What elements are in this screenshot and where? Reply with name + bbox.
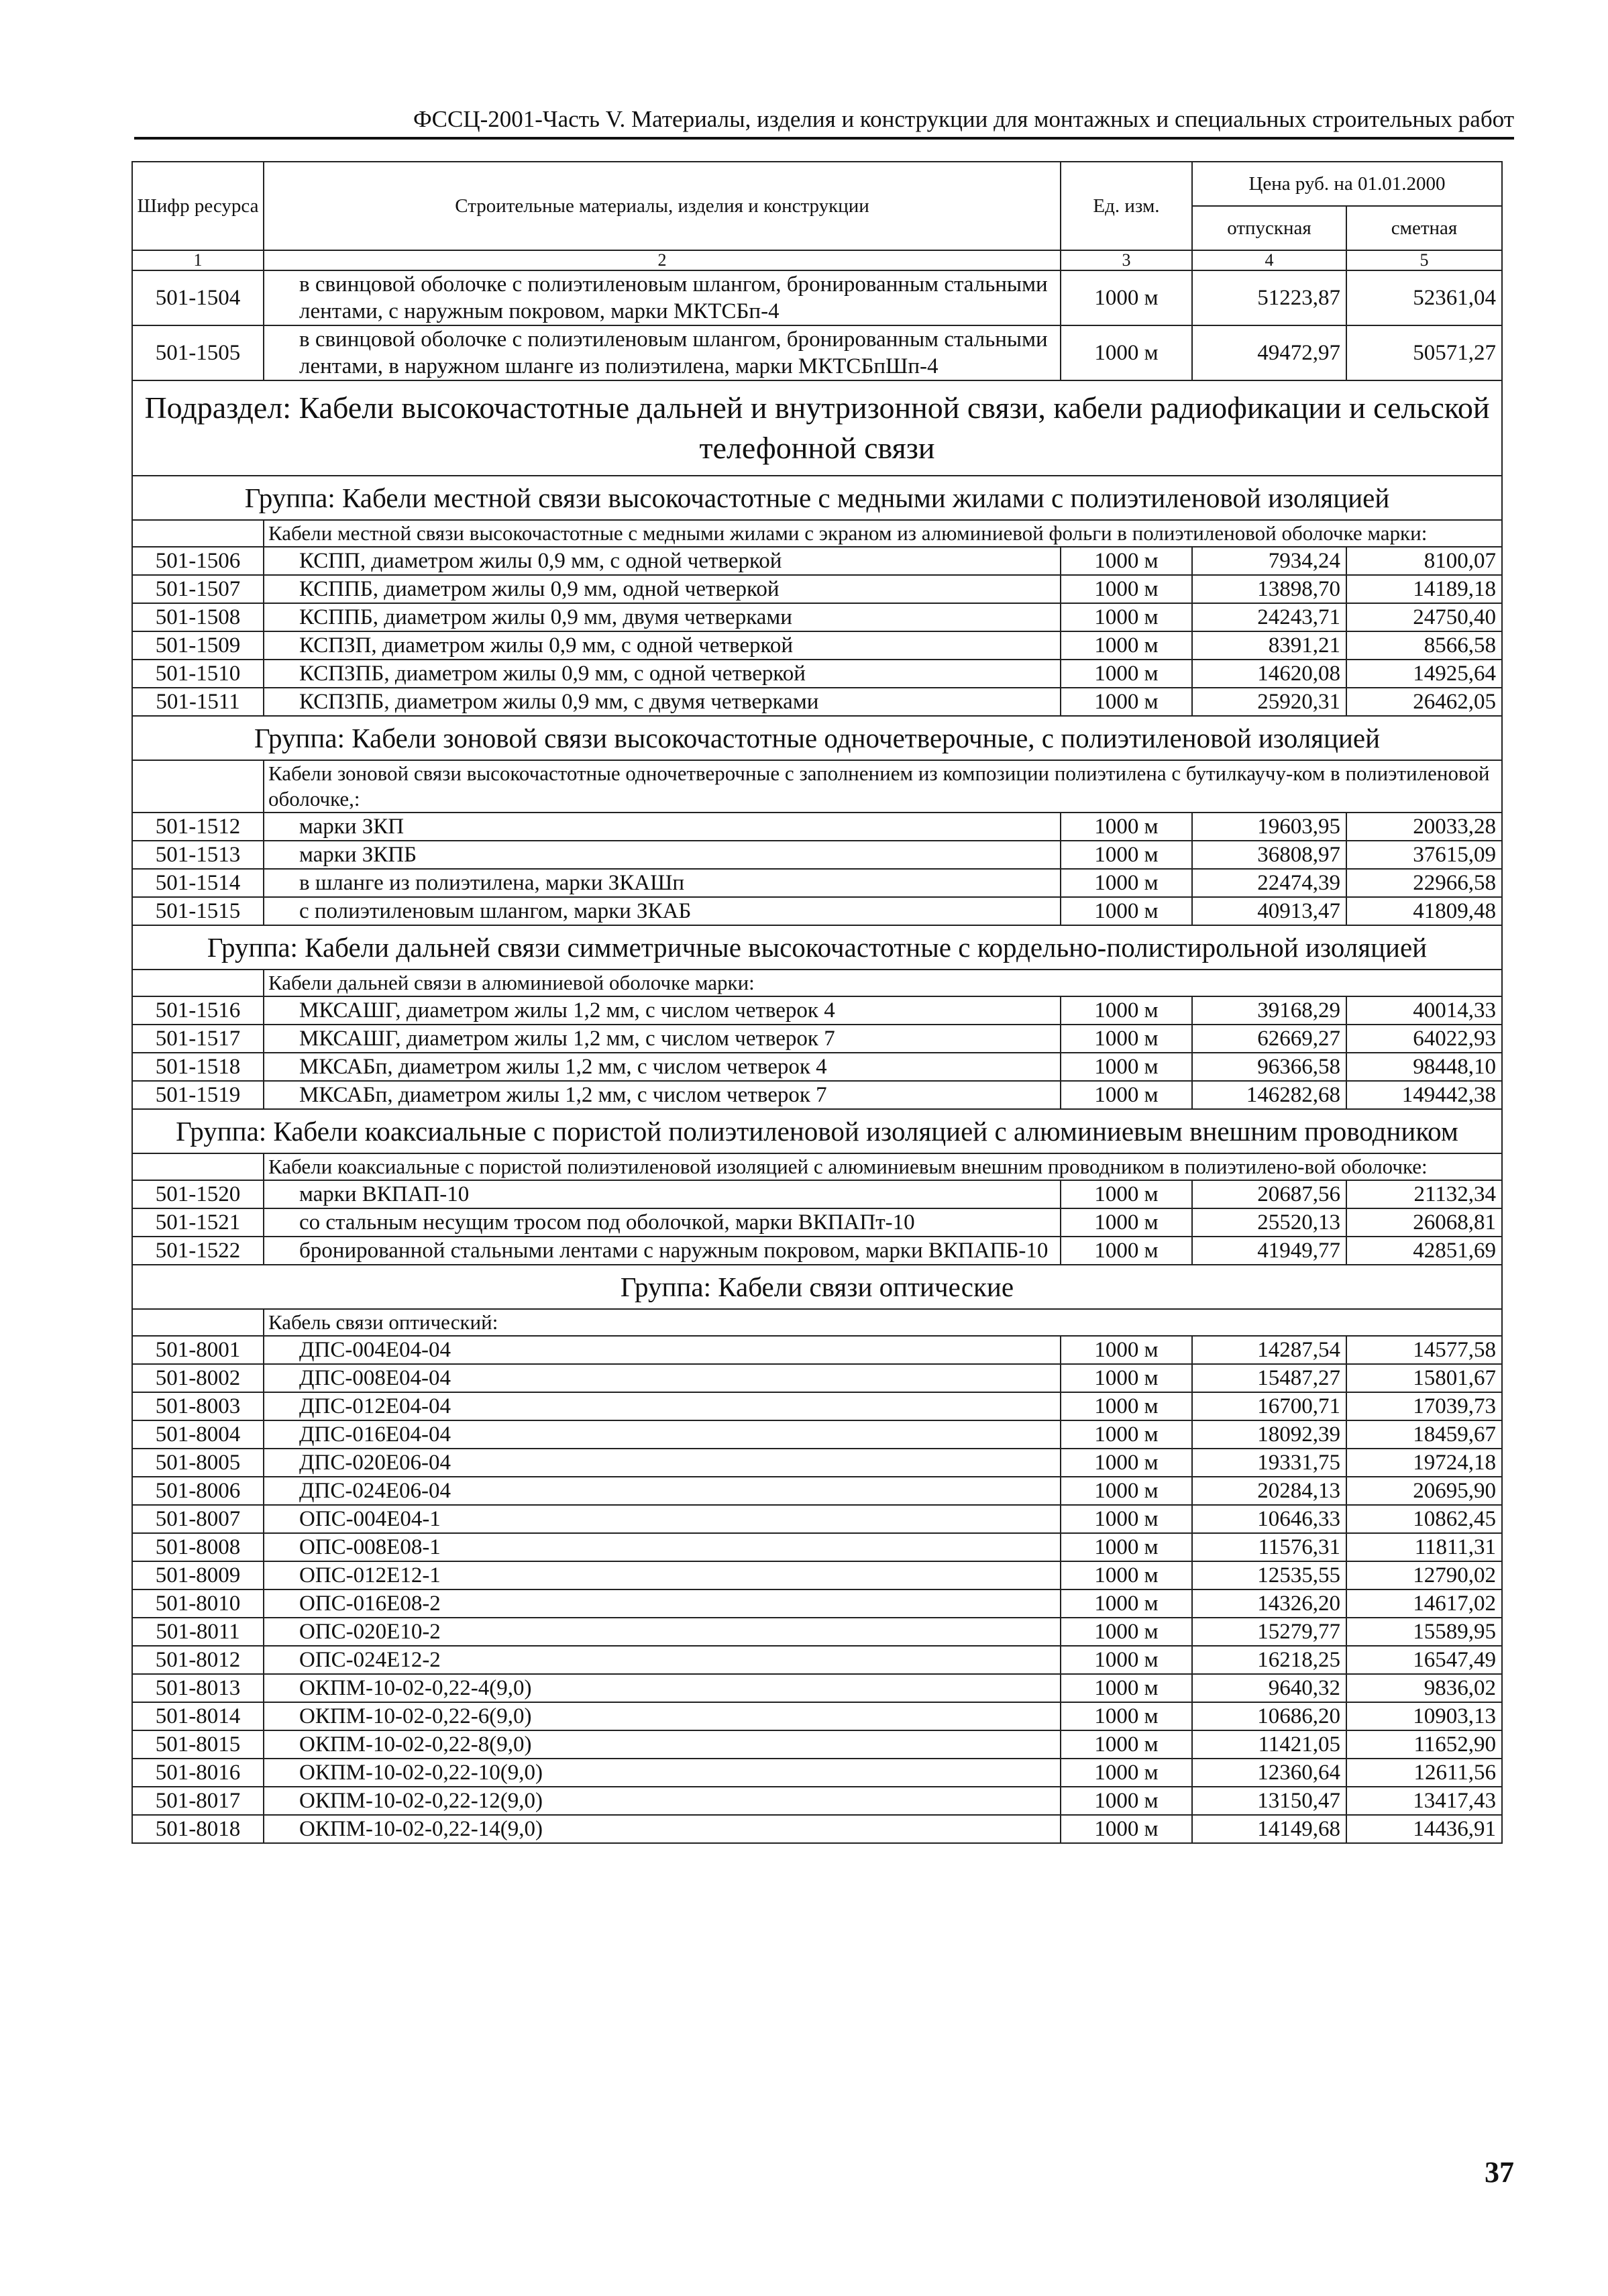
table-row [132,1392,1502,1420]
table-row [132,1053,1502,1081]
resource-code: 501-1514 [132,869,264,897]
table-row [132,1815,1502,1843]
table-row [132,1646,1502,1674]
resource-code: 501-8009 [132,1561,264,1589]
resource-code: 501-8010 [132,1589,264,1618]
unit-value: 1000 м [1061,1589,1192,1618]
unit-value: 1000 м [1061,1787,1192,1815]
unit-value: 1000 м [1061,1449,1192,1477]
resource-code: 501-8015 [132,1730,264,1759]
resource-code: 501-1515 [132,897,264,925]
material-name: КСПЗПБ, диаметром жилы 0,9 мм, с двумя четверками [264,688,1061,716]
estimate-price: 24750,40 [1346,603,1502,631]
material-name: ОКПМ-10-02-0,22-14(9,0) [264,1815,1061,1843]
unit-value: 1000 м [1061,1815,1192,1843]
material-name: КСПЗПБ, диаметром жилы 0,9 мм, с одной четверкой [264,660,1061,688]
material-name: ОПС-024Е12-2 [264,1646,1061,1674]
material-name: ОПС-004Е04-1 [264,1505,1061,1533]
table-row [132,1208,1502,1237]
resource-code: 501-1513 [132,841,264,869]
release-price: 10686,20 [1192,1702,1346,1730]
resource-code: 501-1508 [132,603,264,631]
resource-code: 501-8007 [132,1505,264,1533]
table-row [132,1336,1502,1364]
resource-code: 501-8006 [132,1477,264,1505]
intro-empty-cell [132,1153,264,1180]
material-name: со стальным несущим тросом под оболочкой, марки ВКПАПт-10 [264,1208,1061,1237]
release-price: 16700,71 [1192,1392,1346,1420]
unit-value: 1000 м [1061,1618,1192,1646]
estimate-price: 26462,05 [1346,688,1502,716]
table-row [132,1533,1502,1561]
estimate-price: 17039,73 [1346,1392,1502,1420]
material-name: в свинцовой оболочке с полиэтиленовым шлангом, бронированным стальными лентами, с наружным покровом, марки МКТСБп-4 [264,270,1061,325]
group-title: Группа: Кабели зоновой связи высокочастотные одночетверочные, с полиэтиленовой изоляцией [132,716,1502,760]
resource-code: 501-1509 [132,631,264,660]
group-title-row [132,925,1502,970]
resource-code: 501-8002 [132,1364,264,1392]
release-price: 14149,68 [1192,1815,1346,1843]
resource-code: 501-8004 [132,1420,264,1449]
header-price: Цена руб. на 01.01.2000 [1192,162,1502,206]
group-intro: Кабели зоновой связи высокочастотные одночетверочные с заполнением из композиции полиэтилена с бутилкаучу-ком в полиэтиленовой оболочке,: [264,760,1502,813]
col-number: 4 [1192,250,1346,270]
release-price: 7934,24 [1192,547,1346,575]
table-row [132,1364,1502,1392]
material-name: КСППБ, диаметром жилы 0,9 мм, двумя четверками [264,603,1061,631]
release-price: 13150,47 [1192,1787,1346,1815]
resource-code: 501-8003 [132,1392,264,1420]
unit-value: 1000 м [1061,1081,1192,1109]
material-name: марки ЗКП [264,813,1061,841]
material-name: ОКПМ-10-02-0,22-6(9,0) [264,1702,1061,1730]
unit-value: 1000 м [1061,1702,1192,1730]
material-name: в шланге из полиэтилена, марки ЗКАШп [264,869,1061,897]
col-number: 3 [1061,250,1192,270]
table-row [132,813,1502,841]
estimate-price: 11652,90 [1346,1730,1502,1759]
resource-code: 501-1511 [132,688,264,716]
material-name: ДПС-020Е06-04 [264,1449,1061,1477]
page-number: 37 [1485,2156,1514,2189]
header-material: Строительные материалы, изделия и конструкции [264,162,1061,250]
group-intro-row [132,520,1502,547]
material-name: ОКПМ-10-02-0,22-4(9,0) [264,1674,1061,1702]
unit-value: 1000 м [1061,603,1192,631]
estimate-price: 41809,48 [1346,897,1502,925]
estimate-price: 15589,95 [1346,1618,1502,1646]
col-number: 2 [264,250,1061,270]
release-price: 25920,31 [1192,688,1346,716]
intro-empty-cell [132,970,264,996]
release-price: 14287,54 [1192,1336,1346,1364]
unit-value: 1000 м [1061,841,1192,869]
material-name: ОПС-016Е08-2 [264,1589,1061,1618]
group-title: Группа: Кабели дальней связи симметричные высокочастотные с кордельно-полистирольной изоляцией [132,925,1502,970]
material-name: КСППБ, диаметром жилы 0,9 мм, одной четверкой [264,575,1061,603]
resource-code: 501-1521 [132,1208,264,1237]
group-intro-row [132,1153,1502,1180]
material-name: ОПС-012Е12-1 [264,1561,1061,1589]
material-name: ДПС-008Е04-04 [264,1364,1061,1392]
release-price: 14620,08 [1192,660,1346,688]
intro-empty-cell [132,520,264,547]
resource-code: 501-1522 [132,1237,264,1265]
estimate-price: 14617,02 [1346,1589,1502,1618]
table-row [132,1759,1502,1787]
estimate-price: 149442,38 [1346,1081,1502,1109]
material-name: МКСАБп, диаметром жилы 1,2 мм, с числом четверок 7 [264,1081,1061,1109]
unit-value: 1000 м [1061,1505,1192,1533]
release-price: 16218,25 [1192,1646,1346,1674]
material-name: бронированной стальными лентами с наружным покровом, марки ВКПАПБ-10 [264,1237,1061,1265]
estimate-price: 52361,04 [1346,270,1502,325]
resource-code: 501-1517 [132,1025,264,1053]
estimate-price: 26068,81 [1346,1208,1502,1237]
group-title-row [132,1265,1502,1309]
estimate-price: 21132,34 [1346,1180,1502,1208]
unit-value: 1000 м [1061,1053,1192,1081]
estimate-price: 8100,07 [1346,547,1502,575]
table-row [132,1025,1502,1053]
resource-code: 501-8012 [132,1646,264,1674]
material-name: марки ЗКПБ [264,841,1061,869]
release-price: 10646,33 [1192,1505,1346,1533]
estimate-price: 18459,67 [1346,1420,1502,1449]
table-row [132,1180,1502,1208]
unit-value: 1000 м [1061,1025,1192,1053]
release-price: 41949,77 [1192,1237,1346,1265]
resource-code: 501-1505 [132,325,264,380]
release-price: 19603,95 [1192,813,1346,841]
release-price: 39168,29 [1192,996,1346,1025]
material-name: в свинцовой оболочке с полиэтиленовым шлангом, бронированным стальными лентами, в наружном шланге из полиэтилена, марки МКТСБпШп-4 [264,325,1061,380]
estimate-price: 15801,67 [1346,1364,1502,1392]
unit-value: 1000 м [1061,1180,1192,1208]
release-price: 11421,05 [1192,1730,1346,1759]
resource-code: 501-8008 [132,1533,264,1561]
group-title-row [132,476,1502,520]
release-price: 51223,87 [1192,270,1346,325]
resource-code: 501-1520 [132,1180,264,1208]
estimate-price: 8566,58 [1346,631,1502,660]
unit-value: 1000 м [1061,1477,1192,1505]
table-header [132,162,1502,270]
unit-value: 1000 м [1061,1646,1192,1674]
group-title-row [132,716,1502,760]
estimate-price: 12611,56 [1346,1759,1502,1787]
resource-code: 501-1504 [132,270,264,325]
unit-value: 1000 м [1061,547,1192,575]
group-intro: Кабели коаксиальные с пористой полиэтиленовой изоляцией с алюминиевым внешним проводником в полиэтилено-вой оболочке: [264,1153,1502,1180]
resource-code: 501-1512 [132,813,264,841]
price-table [131,161,1503,1844]
table-row [132,603,1502,631]
table-row [132,1674,1502,1702]
estimate-price: 20033,28 [1346,813,1502,841]
table-row [132,897,1502,925]
estimate-price: 14436,91 [1346,1815,1502,1843]
subsection-title: Подраздел: Кабели высокочастотные дальней и внутризонной связи, кабели радиофикации и сельской телефонной связи [132,380,1502,476]
table-row [132,270,1502,325]
resource-code: 501-1510 [132,660,264,688]
estimate-price: 40014,33 [1346,996,1502,1025]
table-row [132,1081,1502,1109]
unit-value: 1000 м [1061,325,1192,380]
unit-value: 1000 м [1061,1674,1192,1702]
resource-code: 501-1518 [132,1053,264,1081]
release-price: 62669,27 [1192,1025,1346,1053]
material-name: ОПС-008Е08-1 [264,1533,1061,1561]
group-intro: Кабели дальней связи в алюминиевой оболочке марки: [264,970,1502,996]
unit-value: 1000 м [1061,869,1192,897]
release-price: 40913,47 [1192,897,1346,925]
resource-code: 501-8014 [132,1702,264,1730]
estimate-price: 16547,49 [1346,1646,1502,1674]
material-name: МКСАШГ, диаметром жилы 1,2 мм, с числом четверок 4 [264,996,1061,1025]
unit-value: 1000 м [1061,1533,1192,1561]
table-row [132,1787,1502,1815]
table-row [132,575,1502,603]
col-number: 1 [132,250,264,270]
material-name: МКСАШГ, диаметром жилы 1,2 мм, с числом четверок 7 [264,1025,1061,1053]
unit-value: 1000 м [1061,575,1192,603]
table-row [132,1702,1502,1730]
release-price: 9640,32 [1192,1674,1346,1702]
material-name: ДПС-012Е04-04 [264,1392,1061,1420]
table-row [132,1589,1502,1618]
unit-value: 1000 м [1061,1208,1192,1237]
running-head: ФССЦ-2001-Часть V. Материалы, изделия и конструкции для монтажных и специальных строительных работ [134,106,1514,140]
release-price: 14326,20 [1192,1589,1346,1618]
table-row [132,996,1502,1025]
release-price: 36808,97 [1192,841,1346,869]
material-name: ОКПМ-10-02-0,22-10(9,0) [264,1759,1061,1787]
resource-code: 501-8016 [132,1759,264,1787]
resource-code: 501-1506 [132,547,264,575]
material-name: марки ВКПАП-10 [264,1180,1061,1208]
group-intro-row [132,970,1502,996]
release-price: 20687,56 [1192,1180,1346,1208]
col-number: 5 [1346,250,1502,270]
resource-code: 501-8011 [132,1618,264,1646]
unit-value: 1000 м [1061,996,1192,1025]
unit-value: 1000 м [1061,1336,1192,1364]
estimate-price: 42851,69 [1346,1237,1502,1265]
release-price: 146282,68 [1192,1081,1346,1109]
material-name: с полиэтиленовым шлангом, марки ЗКАБ [264,897,1061,925]
unit-value: 1000 м [1061,688,1192,716]
release-price: 25520,13 [1192,1208,1346,1237]
table-row [132,631,1502,660]
resource-code: 501-8001 [132,1336,264,1364]
subsection-title-row [132,380,1502,476]
table-row [132,325,1502,380]
material-name: ОКПМ-10-02-0,22-8(9,0) [264,1730,1061,1759]
release-price: 20284,13 [1192,1477,1346,1505]
unit-value: 1000 м [1061,1392,1192,1420]
unit-value: 1000 м [1061,1730,1192,1759]
material-name: ОКПМ-10-02-0,22-12(9,0) [264,1787,1061,1815]
release-price: 11576,31 [1192,1533,1346,1561]
release-price: 15279,77 [1192,1618,1346,1646]
estimate-price: 14925,64 [1346,660,1502,688]
group-title: Группа: Кабели коаксиальные с пористой полиэтиленовой изоляцией с алюминиевым внешним проводником [132,1109,1502,1153]
resource-code: 501-1507 [132,575,264,603]
group-intro: Кабель связи оптический: [264,1309,1502,1336]
release-price: 12535,55 [1192,1561,1346,1589]
estimate-price: 22966,58 [1346,869,1502,897]
release-price: 19331,75 [1192,1449,1346,1477]
column-numbers [132,250,1502,270]
estimate-price: 64022,93 [1346,1025,1502,1053]
unit-value: 1000 м [1061,660,1192,688]
table-row [132,1237,1502,1265]
table-row [132,547,1502,575]
release-price: 96366,58 [1192,1053,1346,1081]
header-estimate: сметная [1346,206,1502,250]
estimate-price: 50571,27 [1346,325,1502,380]
group-title: Группа: Кабели связи оптические [132,1265,1502,1309]
intro-empty-cell [132,760,264,813]
table-row [132,1477,1502,1505]
release-price: 49472,97 [1192,325,1346,380]
unit-value: 1000 м [1061,1364,1192,1392]
table-row [132,1730,1502,1759]
material-name: КСПП, диаметром жилы 0,9 мм, с одной четверкой [264,547,1061,575]
table-row [132,1618,1502,1646]
material-name: ДПС-004Е04-04 [264,1336,1061,1364]
header-unit: Ед. изм. [1061,162,1192,250]
estimate-price: 14577,58 [1346,1336,1502,1364]
unit-value: 1000 м [1061,1759,1192,1787]
group-intro-row [132,1309,1502,1336]
estimate-price: 10903,13 [1346,1702,1502,1730]
table-body [132,270,1502,1843]
material-name: ДПС-024Е06-04 [264,1477,1061,1505]
estimate-price: 19724,18 [1346,1449,1502,1477]
resource-code: 501-8018 [132,1815,264,1843]
release-price: 22474,39 [1192,869,1346,897]
release-price: 15487,27 [1192,1364,1346,1392]
release-price: 13898,70 [1192,575,1346,603]
group-intro-row [132,760,1502,813]
table-row [132,688,1502,716]
resource-code: 501-1519 [132,1081,264,1109]
estimate-price: 10862,45 [1346,1505,1502,1533]
estimate-price: 9836,02 [1346,1674,1502,1702]
estimate-price: 98448,10 [1346,1053,1502,1081]
table-row [132,1505,1502,1533]
unit-value: 1000 м [1061,813,1192,841]
table-row [132,841,1502,869]
header-code: Шифр ресурса [132,162,264,250]
unit-value: 1000 м [1061,270,1192,325]
material-name: КСПЗП, диаметром жилы 0,9 мм, с одной четверкой [264,631,1061,660]
resource-code: 501-8013 [132,1674,264,1702]
unit-value: 1000 м [1061,1237,1192,1265]
estimate-price: 13417,43 [1346,1787,1502,1815]
group-title: Группа: Кабели местной связи высокочастотные с медными жилами с полиэтиленовой изоляцией [132,476,1502,520]
intro-empty-cell [132,1309,264,1336]
release-price: 8391,21 [1192,631,1346,660]
estimate-price: 12790,02 [1346,1561,1502,1589]
table-row [132,1561,1502,1589]
material-name: ОПС-020Е10-2 [264,1618,1061,1646]
unit-value: 1000 м [1061,1420,1192,1449]
unit-value: 1000 м [1061,897,1192,925]
unit-value: 1000 м [1061,1561,1192,1589]
table-row [132,1420,1502,1449]
group-title-row [132,1109,1502,1153]
resource-code: 501-8005 [132,1449,264,1477]
release-price: 18092,39 [1192,1420,1346,1449]
resource-code: 501-8017 [132,1787,264,1815]
release-price: 12360,64 [1192,1759,1346,1787]
table-row [132,1449,1502,1477]
group-intro: Кабели местной связи высокочастотные с медными жилами с экраном из алюминиевой фольги в полиэтиленовой оболочке марки: [264,520,1502,547]
material-name: ДПС-016Е04-04 [264,1420,1061,1449]
resource-code: 501-1516 [132,996,264,1025]
table-row [132,660,1502,688]
release-price: 24243,71 [1192,603,1346,631]
unit-value: 1000 м [1061,631,1192,660]
table-row [132,869,1502,897]
estimate-price: 20695,90 [1346,1477,1502,1505]
estimate-price: 37615,09 [1346,841,1502,869]
material-name: МКСАБп, диаметром жилы 1,2 мм, с числом четверок 4 [264,1053,1061,1081]
estimate-price: 11811,31 [1346,1533,1502,1561]
header-release: отпускная [1192,206,1346,250]
estimate-price: 14189,18 [1346,575,1502,603]
